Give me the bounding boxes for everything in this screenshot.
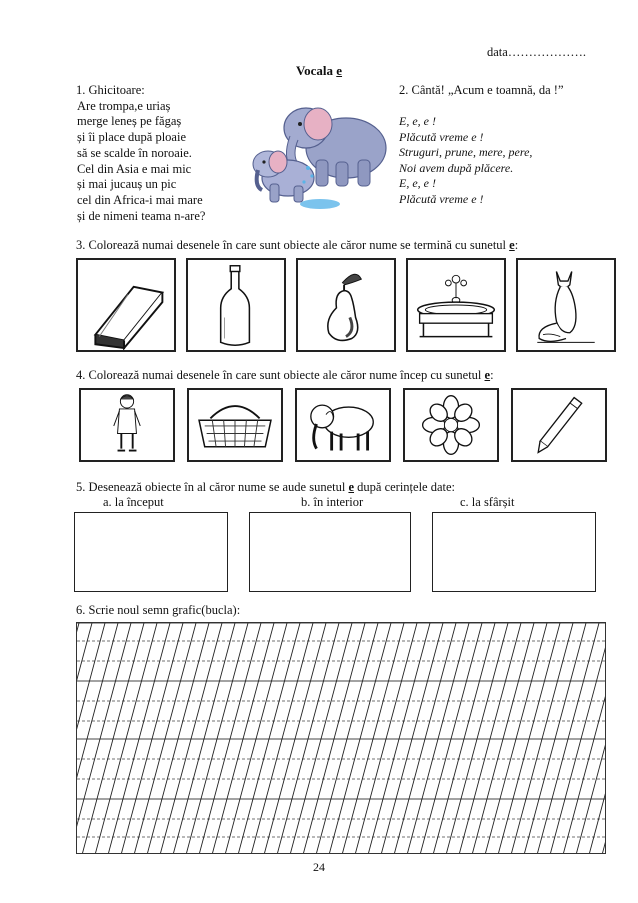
task3-suffix: : bbox=[514, 238, 519, 252]
picture-girl[interactable] bbox=[79, 388, 175, 462]
picture-pear[interactable] bbox=[296, 258, 396, 352]
song-heading: 2. Cântă! „Acum e toamnă, da !” bbox=[399, 83, 564, 97]
option-b-label: b. în interior bbox=[301, 495, 364, 509]
picture-bottle[interactable] bbox=[186, 258, 286, 352]
elephants-icon bbox=[248, 98, 398, 216]
picture-flower[interactable] bbox=[403, 388, 499, 462]
song-lyrics bbox=[399, 114, 532, 208]
song-line: E, e, e ! bbox=[399, 176, 436, 191]
flower-table-icon bbox=[408, 260, 504, 350]
draw-box-beginning[interactable] bbox=[74, 512, 228, 592]
task5-letter: e bbox=[348, 480, 355, 494]
task4-instruction bbox=[76, 368, 494, 383]
riddle-line: cel din Africa-i mai mare bbox=[77, 192, 203, 207]
picture-basket[interactable] bbox=[187, 388, 283, 462]
page-number: 24 bbox=[313, 860, 325, 874]
task4-suffix: : bbox=[490, 368, 494, 382]
riddle-line: și mai jucauș un pic bbox=[77, 177, 177, 192]
task4-pictures bbox=[79, 388, 607, 462]
song-line: E, e, e ! bbox=[399, 114, 436, 128]
task6-instruction: 6. Scrie noul semn grafic(bucla): bbox=[76, 603, 241, 617]
elephants-illustration bbox=[248, 98, 398, 216]
flower-icon bbox=[405, 390, 497, 460]
task3-text: 3. Colorează numai desenele în care sunt obiecte ale căror nume se termină cu sunetul bbox=[76, 238, 510, 252]
song-line: Plăcută vreme e ! bbox=[399, 129, 484, 144]
task4-letter: e bbox=[484, 368, 491, 382]
title-text: Vocala bbox=[295, 63, 337, 78]
riddle-line: Cel din Asia e mai mic bbox=[77, 161, 192, 176]
song-line: Noi avem după plăcere. bbox=[399, 160, 514, 175]
pear-icon bbox=[298, 260, 394, 350]
riddle-line: și îi place după ploaie bbox=[77, 130, 186, 145]
riddle-line: să se scalde în noroaie. bbox=[77, 145, 192, 160]
title-letter: e bbox=[336, 63, 343, 78]
task3-pictures bbox=[76, 258, 616, 352]
draw-box-middle[interactable] bbox=[249, 512, 411, 592]
picture-pen[interactable] bbox=[511, 388, 607, 462]
task4-text: 4. Colorează numai desenele în care sunt obiecte ale căror nume încep cu sunetul bbox=[76, 368, 485, 382]
song-line: Plăcută vreme e ! bbox=[399, 191, 484, 206]
date-field: data………………. bbox=[487, 45, 586, 59]
book-icon bbox=[78, 260, 174, 350]
task3-instruction bbox=[76, 238, 518, 253]
picture-flower-table[interactable] bbox=[406, 258, 506, 352]
task3-letter: e bbox=[509, 238, 515, 252]
draw-box-end[interactable] bbox=[432, 512, 596, 592]
picture-fox[interactable] bbox=[516, 258, 616, 352]
girl-icon bbox=[81, 390, 173, 460]
slanted-guidelines bbox=[77, 623, 606, 854]
picture-elephant[interactable] bbox=[295, 388, 391, 462]
page-title bbox=[0, 63, 638, 79]
riddle-line: Are trompa,e uriaș bbox=[77, 98, 171, 113]
option-a-label: a. la început bbox=[103, 495, 164, 509]
task5-suffix: după cerințele date: bbox=[354, 480, 456, 494]
elephant-icon bbox=[297, 390, 389, 460]
basket-icon bbox=[189, 390, 281, 460]
riddle-line: și de nimeni teama n-are? bbox=[77, 208, 206, 223]
riddle-line: merge leneș pe făgaș bbox=[77, 114, 182, 129]
bottle-icon bbox=[188, 260, 284, 350]
picture-book[interactable] bbox=[76, 258, 176, 352]
fox-icon bbox=[518, 260, 614, 350]
option-c-label: c. la sfârșit bbox=[460, 495, 515, 509]
riddle-heading: 1. Ghicitoare: bbox=[76, 83, 145, 97]
riddle-section bbox=[76, 83, 205, 224]
task5-instruction bbox=[76, 480, 455, 495]
handwriting-practice-area[interactable] bbox=[76, 622, 606, 854]
song-line: Struguri, prune, mere, pere, bbox=[399, 145, 533, 160]
task5-text: 5. Desenează obiecte în al căror nume se aude sunetul bbox=[76, 480, 349, 494]
pen-icon bbox=[513, 390, 605, 460]
